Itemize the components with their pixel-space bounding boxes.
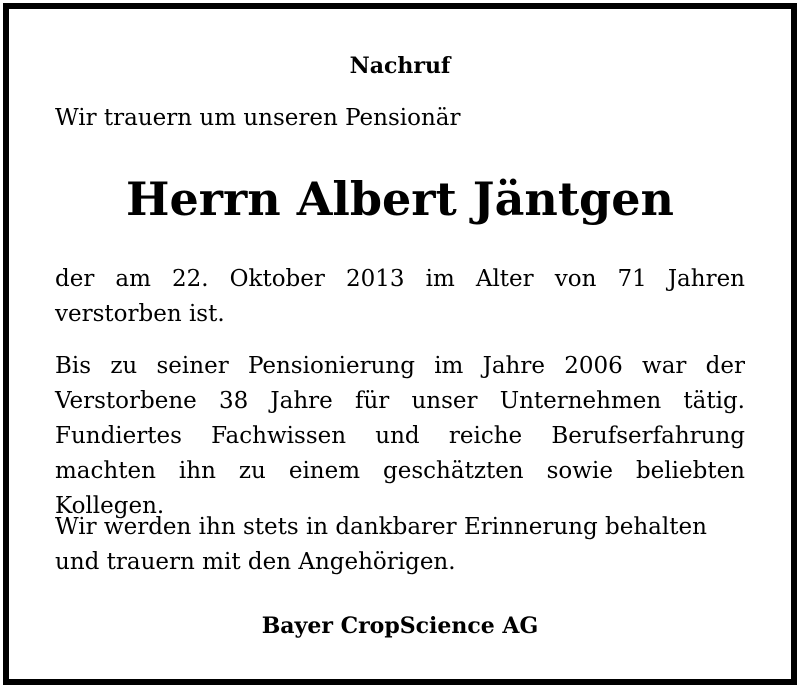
death-date-paragraph: der am 22. Oktober 2013 im Alter von 71 Jahren verstorben ist. [55, 266, 745, 327]
remembrance-paragraph: Wir werden ihn stets in dankbarer Erinnerung behalten und trauern mit den Angehörigen. [55, 514, 707, 575]
career-paragraph: Bis zu seiner Pensionierung im Jahre 2006 war der Verstorbene 38 Jahre für unser Unternehmen tätig. Fundiertes Fachwissen und reiche Berufserfahrung machten ihn zu einem geschätzten sowie beliebten Kollegen. [55, 353, 745, 519]
intro-line: Wir trauern um unseren Pensionär [55, 105, 461, 131]
notice-heading: Nachruf [349, 53, 451, 79]
company-signature: Bayer CropScience AG [261, 613, 539, 639]
deceased-name: Herrn Albert Jäntgen [126, 172, 674, 226]
